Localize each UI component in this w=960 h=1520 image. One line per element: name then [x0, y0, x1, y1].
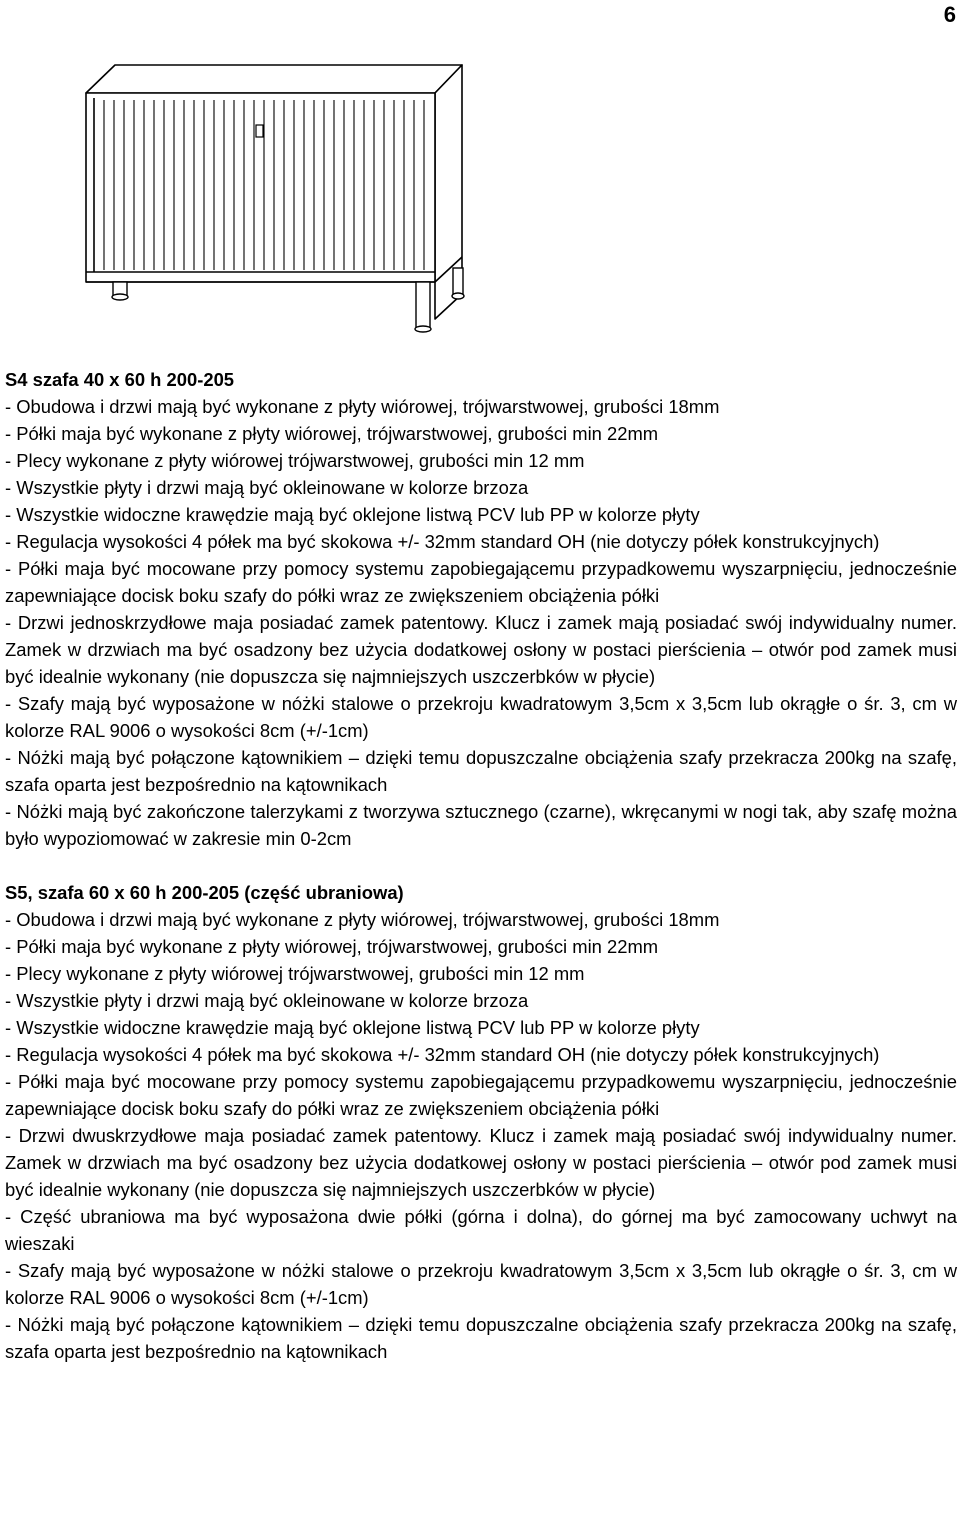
spec-line: - Nóżki mają być połączone kątownikiem – dzięki temu dopuszczalne obciążenia szafy przekracza 200kg na szafę, szafa oparta jest bezpośrednio na kątownikach — [5, 747, 957, 795]
spec-line: - Plecy wykonane z płyty wiórowej trójwarstwowej, grubości min 12 mm — [5, 450, 585, 471]
spec-line: - Półki maja być mocowane przy pomocy systemu zapobiegającemu przypadkowemu wyszarpnięciu, jednocześnie zapewniające docisk boku szafy do półki wraz ze zwiększeniem obciążenia półki — [5, 1071, 957, 1119]
spec-line: - Plecy wykonane z płyty wiórowej trójwarstwowej, grubości min 12 mm — [5, 963, 585, 984]
specification-text — [5, 366, 957, 1365]
spec-line: - Wszystkie płyty i drzwi mają być okleinowane w kolorze brzoza — [5, 477, 529, 498]
spec-line: - Nóżki mają być zakończone talerzykami z tworzywa sztucznego (czarne), wkręcanymi w nogi tak, aby szafę można było wypoziomować w zakresie min 0-2cm — [5, 801, 957, 849]
spec-line: - Szafy mają być wyposażone w nóżki stalowe o przekroju kwadratowym 3,5cm x 3,5cm lub okrągłe o śr. 3, cm w kolorze RAL 9006 o wysokości 8cm (+/-1cm) — [5, 693, 957, 741]
section-s5 — [5, 879, 957, 1365]
spec-line: - Półki maja być wykonane z płyty wiórowej, trójwarstwowej, grubości min 22mm — [5, 423, 659, 444]
section-s4 — [5, 366, 957, 852]
spec-line: - Szafy mają być wyposażone w nóżki stalowe o przekroju kwadratowym 3,5cm x 3,5cm lub okrągłe o śr. 3, cm w kolorze RAL 9006 o wysokości 8cm (+/-1cm) — [5, 1260, 957, 1308]
spec-line: - Regulacja wysokości 4 półek ma być skokowa +/- 32mm standard OH (nie dotyczy półek konstrukcyjnych) — [5, 531, 880, 552]
spec-line: - Regulacja wysokości 4 półek ma być skokowa +/- 32mm standard OH (nie dotyczy półek konstrukcyjnych) — [5, 1044, 880, 1065]
spec-line: - Część ubraniowa ma być wyposażona dwie półki (górna i dolna), do górnej ma być zamocowany uchwyt na wieszaki — [5, 1206, 957, 1254]
section-title: S5, szafa 60 x 60 h 200-205 (część ubraniowa) — [5, 882, 404, 903]
section-title: S4 szafa 40 x 60 h 200-205 — [5, 369, 235, 390]
spec-line: - Półki maja być mocowane przy pomocy systemu zapobiegającemu przypadkowemu wyszarpnięciu, jednocześnie zapewniające docisk boku szafy do półki wraz ze zwiększeniem obciążenia półki — [5, 558, 957, 606]
spec-line: - Nóżki mają być połączone kątownikiem – dzięki temu dopuszczalne obciążenia szafy przekracza 200kg na szafę, szafa oparta jest bezpośrednio na kątownikach — [5, 1314, 957, 1362]
spec-line: - Wszystkie widoczne krawędzie mają być oklejone listwą PCV lub PP w kolorze płyty — [5, 504, 700, 525]
page-number: 6 — [943, 2, 956, 27]
spec-line: - Półki maja być wykonane z płyty wiórowej, trójwarstwowej, grubości min 22mm — [5, 936, 659, 957]
spec-line: - Wszystkie płyty i drzwi mają być okleinowane w kolorze brzoza — [5, 990, 529, 1011]
cabinet-illustration — [0, 0, 960, 360]
spec-line: - Obudowa i drzwi mają być wykonane z płyty wiórowej, trójwarstwowej, grubości 18mm — [5, 909, 720, 930]
spec-line: - Obudowa i drzwi mają być wykonane z płyty wiórowej, trójwarstwowej, grubości 18mm — [5, 396, 720, 417]
spec-line: - Drzwi jednoskrzydłowe maja posiadać zamek patentowy. Klucz i zamek mają posiadać swój indywidualny numer. Zamek w drzwiach ma być osadzony bez użycia dodatkowej osłony w postaci pierścienia – otwór pod zamek musi być idealnie wykonany (nie dopuszcza się najmniejszych uszczerbków w płycie) — [5, 612, 957, 687]
lock-icon — [256, 125, 263, 137]
spec-line: - Wszystkie widoczne krawędzie mają być oklejone listwą PCV lub PP w kolorze płyty — [5, 1017, 700, 1038]
spec-line: - Drzwi dwuskrzydłowe maja posiadać zamek patentowy. Klucz i zamek mają posiadać swój indywidualny numer. Zamek w drzwiach ma być osadzony bez użycia dodatkowej osłony w postaci pierścienia – otwór pod zamek musi być idealnie wykonany (nie dopuszcza się najmniejszych uszczerbków w płycie) — [5, 1125, 957, 1200]
